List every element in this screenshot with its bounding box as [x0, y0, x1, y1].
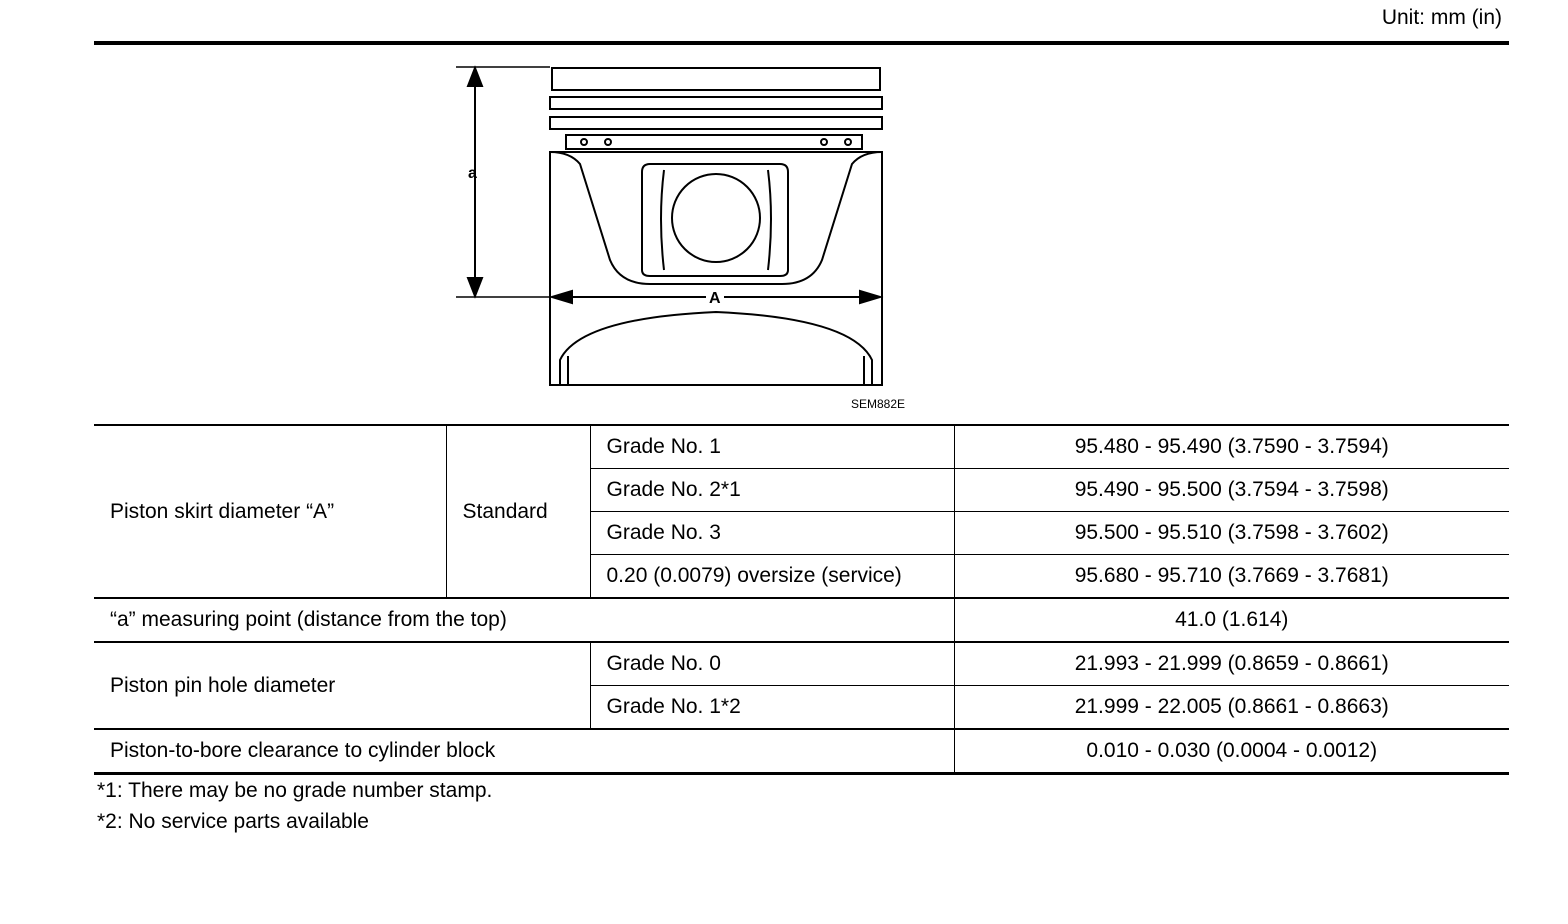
value-cell: 95.500 - 95.510 (3.7598 - 3.7602) — [954, 512, 1509, 555]
footnote: *1: There may be no grade number stamp. — [97, 779, 493, 802]
value-cell: 95.680 - 95.710 (3.7669 - 3.7681) — [954, 555, 1509, 599]
grade-cell: 0.20 (0.0079) oversize (service) — [590, 555, 954, 599]
piston-diagram — [450, 60, 930, 420]
diameter-dimension-label: A — [709, 290, 721, 307]
grade-cell: Grade No. 0 — [590, 642, 954, 686]
height-dimension-label: a — [468, 165, 477, 182]
table-row — [94, 729, 1509, 774]
value-cell: 95.480 - 95.490 (3.7590 - 3.7594) — [954, 425, 1509, 469]
unit-label: Unit: mm (in) — [1381, 6, 1502, 29]
clearance-label: Piston-to-bore clearance to cylinder block — [94, 729, 954, 774]
value-cell: 95.490 - 95.500 (3.7594 - 3.7598) — [954, 469, 1509, 512]
piston-spec-table — [94, 424, 1509, 775]
value-cell: 21.999 - 22.005 (0.8661 - 0.8663) — [954, 686, 1509, 730]
footnote: *2: No service parts available — [97, 810, 369, 833]
grade-cell: Grade No. 1*2 — [590, 686, 954, 730]
table-row — [94, 425, 1509, 469]
value-cell: 21.993 - 21.999 (0.8659 - 0.8661) — [954, 642, 1509, 686]
grade-cell: Grade No. 1 — [590, 425, 954, 469]
figure-code: SEM882E — [851, 397, 906, 411]
value-cell: 41.0 (1.614) — [954, 598, 1509, 642]
skirt-diameter-label: Piston skirt diameter “A” — [94, 425, 446, 598]
pin-hole-diameter-label: Piston pin hole diameter — [94, 642, 590, 729]
table-row — [94, 642, 1509, 686]
grade-cell: Grade No. 3 — [590, 512, 954, 555]
footnotes — [97, 775, 492, 837]
measuring-point-label: “a” measuring point (distance from the top) — [94, 598, 954, 642]
table-row — [94, 598, 1509, 642]
grade-cell: Grade No. 2*1 — [590, 469, 954, 512]
value-cell: 0.010 - 0.030 (0.0004 - 0.0012) — [954, 729, 1509, 774]
top-rule — [94, 41, 1509, 45]
skirt-type-label: Standard — [446, 425, 590, 598]
